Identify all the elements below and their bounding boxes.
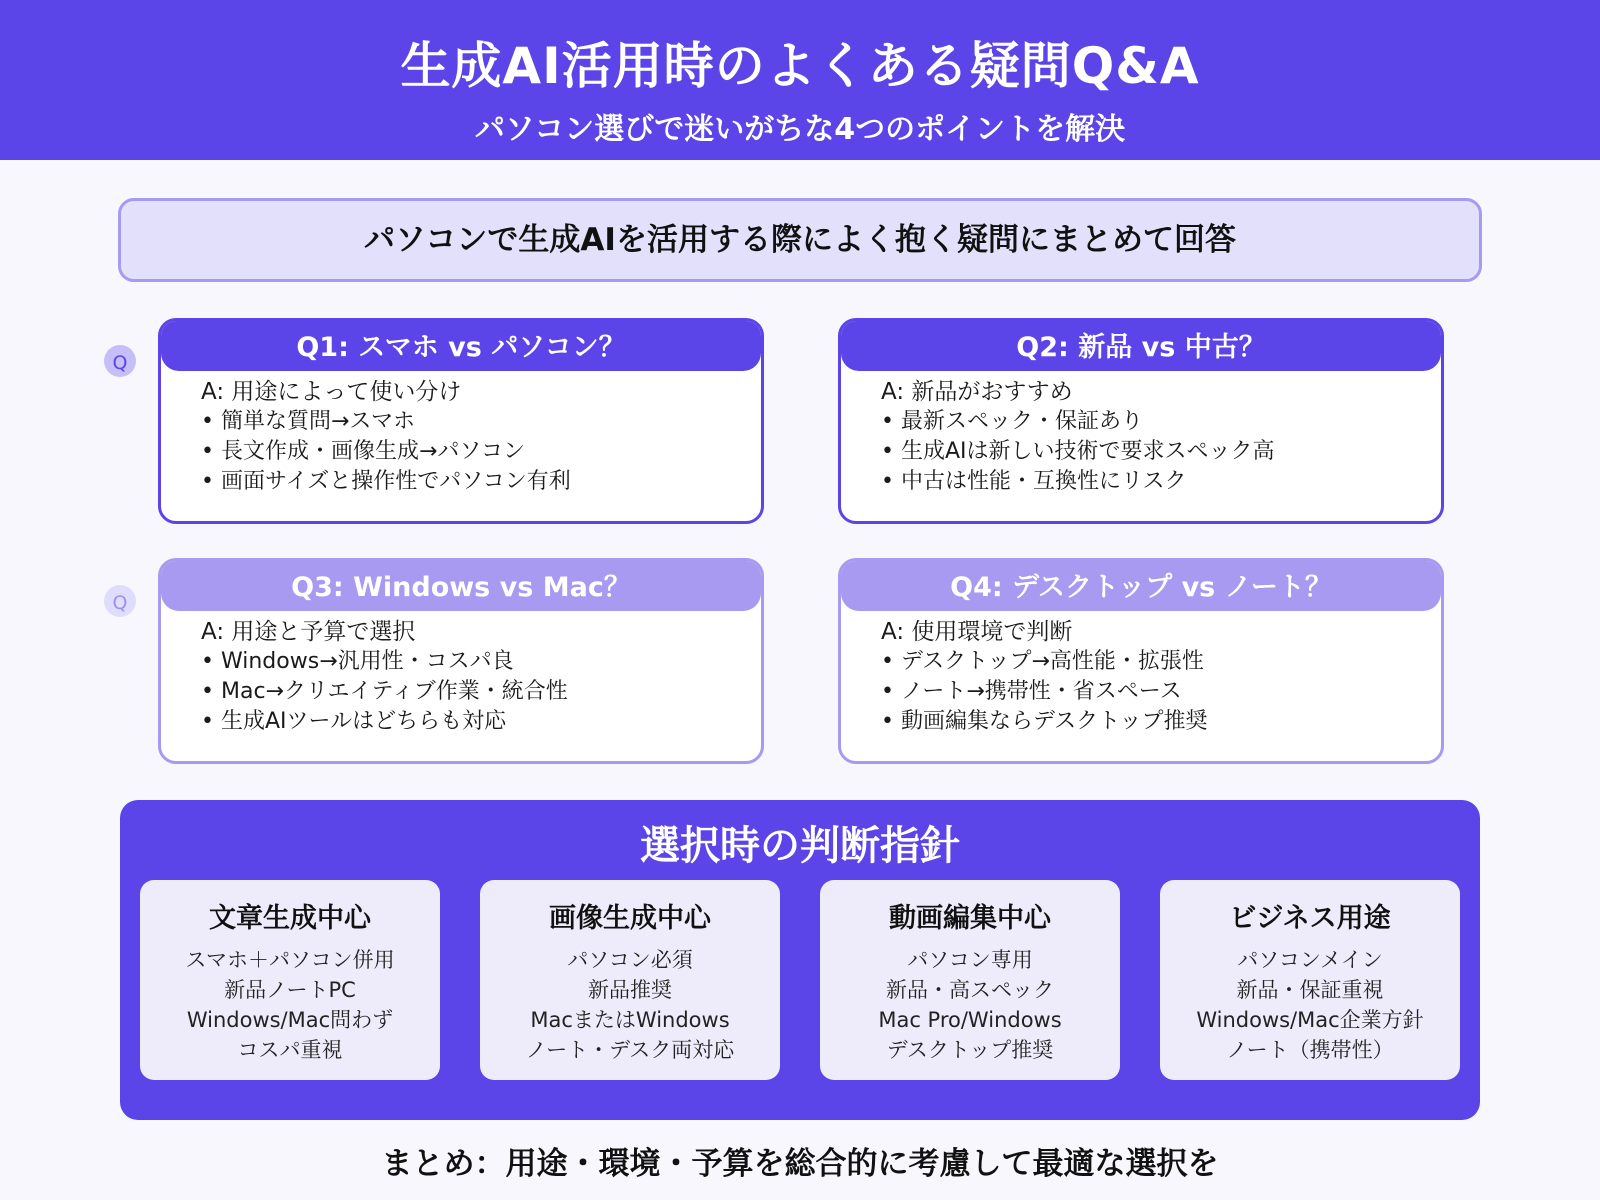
guideline-line: パソコンメイン [1237,948,1383,972]
qa-answer: A: 用途と予算で選択 [201,619,416,645]
guideline-line: パソコン必須 [567,948,693,972]
qa-answer: A: 用途によって使い分け [201,379,462,405]
header-banner [0,0,1600,160]
qa-point: • Mac→クリエイティブ作業・統合性 [201,677,761,707]
summary-text: まとめ：用途・環境・予算を総合的に考慮して最適な選択を [381,1146,1219,1182]
qa-question: Q1: スマホ vs パソコン？ [161,321,761,371]
page-subtitle: パソコン選びで迷いがちな4つのポイントを解決 [474,112,1126,147]
guideline-line: 新品・高スペック [886,978,1054,1002]
qa-point: • ノート→携帯性・省スペース [881,677,1441,707]
guideline-line: 新品ノートPC [224,978,356,1002]
qa-question: Q3: Windows vs Mac？ [161,561,761,611]
guideline-panel [120,800,1480,1120]
guideline-line: Windows/Mac問わず [186,1008,394,1032]
qa-question: Q4: デスクトップ vs ノート？ [841,561,1441,611]
qa-point: • 画面サイズと操作性でパソコン有利 [201,467,761,497]
qa-answer: A: 新品がおすすめ [881,379,1073,405]
qa-point: • 最新スペック・保証あり [881,407,1441,437]
qa-card-q2 [838,318,1444,524]
qa-card-q4 [838,558,1444,764]
guideline-line: Mac Pro/Windows [878,1008,1062,1032]
q-marker-icon: Q [104,345,136,377]
qa-answer: A: 使用環境で判断 [881,619,1073,645]
guideline-line: ノート・デスク両対応 [525,1038,735,1062]
q-marker-icon: Q [104,585,136,617]
guideline-card-title: 動画編集中心 [889,903,1051,934]
qa-question: Q2: 新品 vs 中古？ [841,321,1441,371]
guideline-line: パソコン専用 [907,948,1033,972]
qa-point: • 中古は性能・互換性にリスク [881,467,1441,497]
qa-point: • 簡単な質問→スマホ [201,407,761,437]
qa-point: • 動画編集ならデスクトップ推奨 [881,707,1441,737]
guideline-line: 新品推奨 [588,978,672,1002]
guideline-line: スマホ＋パソコン併用 [185,948,395,972]
guideline-line: MacまたはWindows [530,1008,730,1032]
guideline-card-text [140,880,440,1080]
qa-card-q3 [158,558,764,764]
guideline-card-video [820,880,1120,1080]
guideline-line: 新品・保証重視 [1236,978,1384,1002]
guideline-line: ノート（携帯性） [1226,1038,1394,1062]
qa-point: • 生成AIツールはどちらも対応 [201,707,761,737]
guideline-title: 選択時の判断指針 [640,823,960,869]
qa-point: • デスクトップ→高性能・拡張性 [881,647,1441,677]
guideline-line: デスクトップ推奨 [886,1038,1054,1062]
guideline-card-business [1160,880,1460,1080]
intro-banner: パソコンで生成AIを活用する際によく抱く疑問にまとめて回答 [118,198,1482,282]
guideline-card-title: ビジネス用途 [1229,903,1391,934]
guideline-card-title: 文章生成中心 [209,903,371,934]
qa-point: • Windows→汎用性・コスパ良 [201,647,761,677]
qa-card-q1 [158,318,764,524]
guideline-card-title: 画像生成中心 [549,903,711,934]
qa-point: • 長文作成・画像生成→パソコン [201,437,761,467]
page-title: 生成AI活用時のよくある疑問Q&A [400,37,1200,95]
guideline-card-image [480,880,780,1080]
guideline-line: コスパ重視 [237,1038,343,1062]
guideline-line: Windows/Mac企業方針 [1196,1008,1424,1032]
qa-point: • 生成AIは新しい技術で要求スペック高 [881,437,1441,467]
